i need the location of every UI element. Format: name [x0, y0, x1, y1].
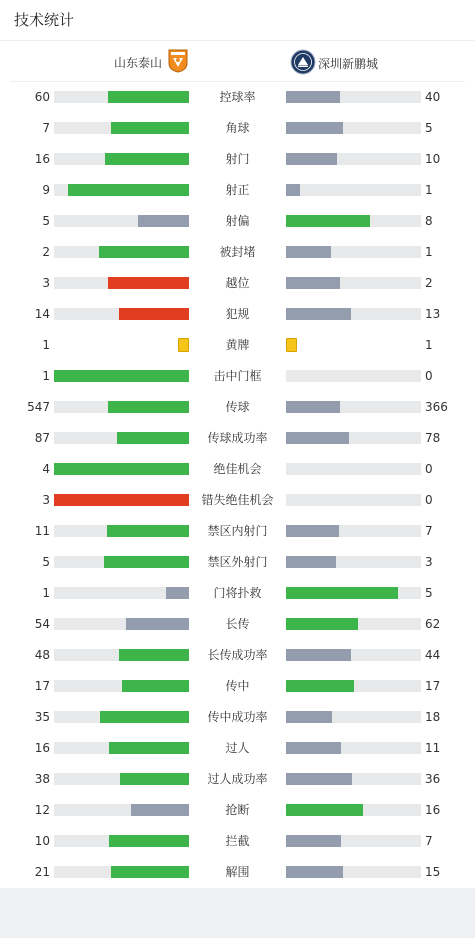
- away-bar-track: [286, 432, 421, 444]
- stat-row-shots-inside-box: [0, 516, 475, 547]
- home-bar-fill: [108, 91, 189, 103]
- stat-label: 犯规: [225, 307, 250, 321]
- away-bar-track: [286, 308, 421, 320]
- home-value: 1: [42, 586, 50, 600]
- stat-label: 传中成功率: [207, 710, 268, 724]
- home-bar-track: [54, 91, 189, 103]
- home-bar-fill: [107, 525, 189, 537]
- away-value: 10: [425, 152, 441, 166]
- home-bar-track: [54, 246, 189, 258]
- home-value: 38: [34, 772, 50, 786]
- home-value: 5: [42, 214, 50, 228]
- away-value: 0: [425, 369, 433, 383]
- home-bar-track: [54, 401, 189, 413]
- home-bar-fill: [108, 401, 189, 413]
- home-bar-track: [54, 835, 189, 847]
- away-bar-fill: [286, 618, 358, 630]
- away-value: 5: [425, 121, 433, 135]
- away-bar-track: [286, 215, 421, 227]
- stat-label: 门将扑救: [213, 586, 262, 600]
- stat-label: 控球率: [219, 90, 256, 104]
- home-value: 87: [34, 431, 50, 445]
- home-value: 14: [34, 307, 50, 321]
- stat-row-long-balls: [0, 609, 475, 640]
- stat-row-dribbles: [0, 733, 475, 764]
- stat-row-shots-on-target: [0, 175, 475, 206]
- stat-row-cross-accuracy: [0, 702, 475, 733]
- stat-label: 长传: [225, 617, 250, 631]
- stat-row-pass-accuracy: [0, 423, 475, 454]
- away-bar-fill: [286, 773, 352, 785]
- home-bar-fill: [166, 587, 189, 599]
- away-bar-track: [286, 246, 421, 258]
- stat-label: 黄牌: [225, 338, 250, 352]
- stat-row-big-chances: [0, 454, 475, 485]
- away-value: 0: [425, 493, 433, 507]
- home-value: 3: [42, 493, 50, 507]
- away-bar-track: [286, 711, 421, 723]
- away-team-crest-icon: [290, 49, 316, 78]
- away-bar-fill: [286, 866, 343, 878]
- home-bar-track: [54, 525, 189, 537]
- home-bar-track: [54, 277, 189, 289]
- home-value: 1: [42, 369, 50, 383]
- home-value: 5: [42, 555, 50, 569]
- home-bar-fill: [68, 184, 190, 196]
- away-bar-fill: [286, 804, 363, 816]
- home-bar-track: [54, 773, 189, 785]
- away-bar-fill: [286, 556, 336, 568]
- away-value: 13: [425, 307, 441, 321]
- stat-label: 射门: [225, 152, 250, 166]
- stat-row-blocked-shots: [0, 237, 475, 268]
- home-bar-fill: [120, 773, 189, 785]
- stat-label: 解围: [225, 865, 250, 879]
- stat-row-big-chances-missed: [0, 485, 475, 516]
- away-bar-fill: [286, 649, 351, 661]
- away-bar-track: [286, 835, 421, 847]
- away-value: 44: [425, 648, 441, 662]
- away-bar-track: [286, 370, 421, 382]
- away-bar-track: [286, 494, 421, 506]
- away-bar-track: [286, 587, 421, 599]
- home-bar-fill: [122, 680, 190, 692]
- stat-label: 禁区内射门: [207, 524, 268, 538]
- away-bar-fill: [286, 711, 332, 723]
- stat-label: 长传成功率: [207, 648, 268, 662]
- away-bar-fill: [286, 432, 349, 444]
- stat-label: 越位: [225, 276, 250, 290]
- away-value: 78: [425, 431, 441, 445]
- home-value: 35: [34, 710, 50, 724]
- stat-label: 传中: [225, 679, 250, 693]
- away-bar-fill: [286, 835, 341, 847]
- home-bar-track: [54, 556, 189, 568]
- stat-row-fouls: [0, 299, 475, 330]
- away-value: 16: [425, 803, 441, 817]
- home-value: 1: [42, 338, 50, 352]
- away-value: 36: [425, 772, 441, 786]
- home-bar-fill: [104, 556, 189, 568]
- away-bar-track: [286, 773, 421, 785]
- stat-row-long-ball-accuracy: [0, 640, 475, 671]
- away-bar-track: [286, 91, 421, 103]
- away-value: 2: [425, 276, 433, 290]
- away-value: 366: [425, 400, 448, 414]
- away-bar-track: [286, 525, 421, 537]
- stat-label: 拦截: [225, 834, 250, 848]
- stat-label: 被封堵: [219, 245, 256, 259]
- stat-row-dribble-success: [0, 764, 475, 795]
- home-bar-fill: [119, 308, 189, 320]
- away-bar-track: [286, 742, 421, 754]
- away-bar-track: [286, 153, 421, 165]
- section-title: 技术统计: [0, 0, 475, 41]
- away-value: 18: [425, 710, 441, 724]
- home-bar-track: [54, 494, 189, 506]
- away-team[interactable]: [290, 49, 378, 78]
- away-value: 1: [425, 183, 433, 197]
- home-value: 48: [34, 648, 50, 662]
- stat-label: 传球: [225, 400, 250, 414]
- home-bar-track: [54, 711, 189, 723]
- away-value: 1: [425, 245, 433, 259]
- away-bar-track: [286, 463, 421, 475]
- stat-row-interceptions: [0, 826, 475, 857]
- away-bar-track: [286, 618, 421, 630]
- away-value: 8: [425, 214, 433, 228]
- home-bar-track: [54, 649, 189, 661]
- stat-row-possession: [0, 82, 475, 113]
- away-value: 7: [425, 524, 433, 538]
- stat-label: 错失绝佳机会: [201, 493, 274, 507]
- home-bar-fill: [109, 742, 189, 754]
- home-bar-fill: [126, 618, 189, 630]
- home-team[interactable]: [114, 49, 188, 76]
- away-bar-track: [286, 866, 421, 878]
- away-value: 11: [425, 741, 441, 755]
- stat-row-shots-off-target: [0, 206, 475, 237]
- home-value: 3: [42, 276, 50, 290]
- home-value: 9: [42, 183, 50, 197]
- home-value: 16: [34, 152, 50, 166]
- away-bar-fill: [286, 680, 354, 692]
- home-bar-fill: [109, 835, 189, 847]
- away-bar-fill: [286, 153, 337, 165]
- away-bar-track: [286, 122, 421, 134]
- stat-label: 传球成功率: [207, 431, 268, 445]
- home-value: 7: [42, 121, 50, 135]
- away-bar-track: [286, 804, 421, 816]
- stat-row-passes: [0, 392, 475, 423]
- home-bar-fill: [100, 711, 189, 723]
- away-value: 7: [425, 834, 433, 848]
- away-value: 15: [425, 865, 441, 879]
- home-bar-track: [54, 308, 189, 320]
- stat-row-tackles: [0, 795, 475, 826]
- stat-row-corners: [0, 113, 475, 144]
- away-bar-fill: [286, 525, 339, 537]
- home-bar-fill: [119, 649, 189, 661]
- home-bar-track: [54, 680, 189, 692]
- home-yellow-card-icon: [178, 338, 189, 352]
- away-bar-fill: [286, 587, 398, 599]
- stat-label: 过人: [225, 741, 250, 755]
- home-team-name: 山东泰山: [113, 56, 162, 70]
- home-value: 21: [34, 865, 50, 879]
- away-bar-fill: [286, 246, 331, 258]
- home-bar-fill: [54, 370, 189, 382]
- home-bar-fill: [111, 122, 189, 134]
- home-bar-track: [54, 742, 189, 754]
- home-bar-track: [54, 866, 189, 878]
- home-value: 547: [27, 400, 50, 414]
- home-bar-track: [54, 587, 189, 599]
- home-bar-fill: [54, 494, 189, 506]
- stat-row-goalkeeper-saves: [0, 578, 475, 609]
- away-bar-fill: [286, 91, 340, 103]
- stat-label: 禁区外射门: [207, 555, 268, 569]
- away-bar-fill: [286, 401, 340, 413]
- away-bar-track: [286, 649, 421, 661]
- home-bar-track: [54, 804, 189, 816]
- stat-row-crosses: [0, 671, 475, 702]
- away-team-name: 深圳新鹏城: [318, 57, 379, 71]
- home-value: 12: [34, 803, 50, 817]
- away-bar-track: [286, 277, 421, 289]
- away-bar-fill: [286, 277, 340, 289]
- stat-label: 击中门框: [213, 369, 262, 383]
- away-bar-fill: [286, 122, 343, 134]
- home-value: 60: [34, 90, 50, 104]
- away-bar-fill: [286, 742, 341, 754]
- stat-row-hit-woodwork: [0, 361, 475, 392]
- away-bar-fill: [286, 215, 370, 227]
- away-bar-fill: [286, 184, 300, 196]
- away-yellow-card-icon: [286, 338, 297, 352]
- home-value: 10: [34, 834, 50, 848]
- home-bar-track: [54, 184, 189, 196]
- away-value: 17: [425, 679, 441, 693]
- stat-row-yellow-cards: [0, 330, 475, 361]
- away-value: 3: [425, 555, 433, 569]
- home-bar-track: [54, 463, 189, 475]
- home-value: 4: [42, 462, 50, 476]
- away-bar-track: [286, 680, 421, 692]
- home-bar-fill: [54, 463, 189, 475]
- home-value: 2: [42, 245, 50, 259]
- stat-label: 抢断: [225, 803, 250, 817]
- home-bar-fill: [131, 804, 189, 816]
- home-value: 16: [34, 741, 50, 755]
- stat-row-shots: [0, 144, 475, 175]
- home-bar-fill: [117, 432, 189, 444]
- away-value: 5: [425, 586, 433, 600]
- away-bar-track: [286, 556, 421, 568]
- home-bar-fill: [99, 246, 189, 258]
- away-value: 40: [425, 90, 441, 104]
- teams-header: [10, 41, 465, 82]
- stat-label: 射正: [225, 183, 250, 197]
- stat-label: 过人成功率: [207, 772, 268, 786]
- home-bar-fill: [138, 215, 189, 227]
- home-bar-track: [54, 370, 189, 382]
- home-bar-fill: [111, 866, 189, 878]
- home-bar-track: [54, 432, 189, 444]
- home-bar-fill: [108, 277, 189, 289]
- stat-row-shots-outside-box: [0, 547, 475, 578]
- home-bar-fill: [105, 153, 189, 165]
- home-bar-track: [54, 215, 189, 227]
- home-bar-track: [54, 153, 189, 165]
- away-bar-fill: [286, 308, 351, 320]
- home-value: 17: [34, 679, 50, 693]
- away-bar-track: [286, 184, 421, 196]
- home-team-crest-icon: [168, 49, 188, 76]
- home-value: 11: [34, 524, 50, 538]
- stat-label: 射偏: [225, 214, 250, 228]
- away-value: 62: [425, 617, 441, 631]
- stat-row-clearances: [0, 857, 475, 888]
- away-bar-track: [286, 401, 421, 413]
- home-value: 54: [34, 617, 50, 631]
- away-value: 0: [425, 462, 433, 476]
- home-bar-track: [54, 618, 189, 630]
- stat-row-offsides: [0, 268, 475, 299]
- stats-list: [0, 82, 475, 888]
- stat-label: 绝佳机会: [213, 462, 262, 476]
- away-value: 1: [425, 338, 433, 352]
- stat-label: 角球: [225, 121, 250, 135]
- home-bar-track: [54, 122, 189, 134]
